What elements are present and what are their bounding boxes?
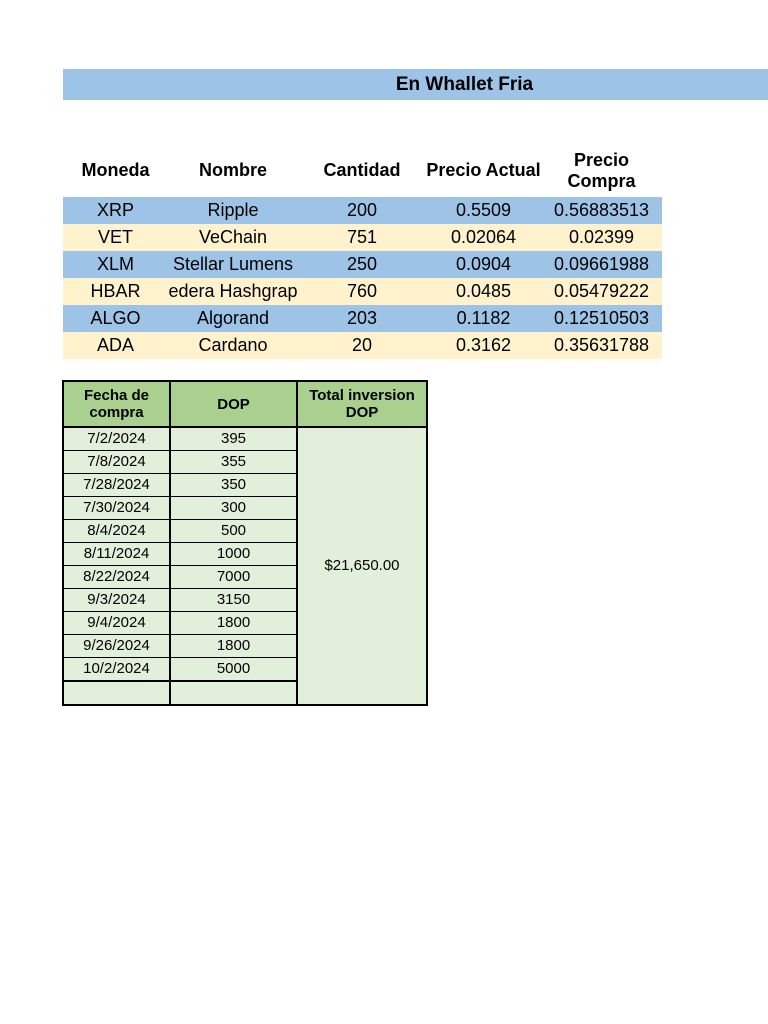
cell-nombre: Cardano [168, 332, 298, 359]
cell-nombre: Stellar Lumens [168, 251, 298, 278]
cell-precio-compra: 0.56883513 [541, 197, 662, 224]
coins-table [63, 144, 662, 359]
cell-cantidad: 20 [298, 332, 426, 359]
cell-nombre: VeChain [168, 224, 298, 251]
sheet-title-bar [63, 69, 768, 100]
cell-precio-actual: 0.0485 [426, 278, 541, 305]
cell-nombre: Ripple [168, 197, 298, 224]
coin-row [63, 197, 662, 224]
coin-row [63, 251, 662, 278]
cell-nombre: edera Hashgrap [168, 278, 298, 305]
cell-dop: 395 [170, 427, 297, 451]
cell-fecha: 8/11/2024 [63, 543, 170, 566]
cell-precio-actual: 0.02064 [426, 224, 541, 251]
cell-dop: 1800 [170, 635, 297, 658]
cell-precio-compra: 0.05479222 [541, 278, 662, 305]
cell-precio-actual: 0.1182 [426, 305, 541, 332]
cell-dop: 3150 [170, 589, 297, 612]
cell-precio-actual: 0.5509 [426, 197, 541, 224]
cell-fecha: 9/4/2024 [63, 612, 170, 635]
col-header-precio-actual: Precio Actual [426, 160, 541, 180]
col-header-total: Total inversion DOP [297, 381, 427, 427]
coin-row [63, 332, 662, 359]
cell-moneda: XLM [63, 251, 168, 278]
cell-cantidad: 200 [298, 197, 426, 224]
cell-fecha [63, 681, 170, 705]
coin-row [63, 305, 662, 332]
investments-header-row [63, 381, 427, 427]
coins-header-row [63, 144, 662, 197]
cell-moneda: XRP [63, 197, 168, 224]
cell-moneda: HBAR [63, 278, 168, 305]
cell-precio-compra: 0.02399 [541, 224, 662, 251]
cell-precio-actual: 0.0904 [426, 251, 541, 278]
cell-fecha: 7/30/2024 [63, 497, 170, 520]
cell-precio-compra: 0.35631788 [541, 332, 662, 359]
cell-dop [170, 681, 297, 705]
cell-fecha: 9/3/2024 [63, 589, 170, 612]
cell-fecha: 7/8/2024 [63, 451, 170, 474]
cell-moneda: VET [63, 224, 168, 251]
cell-dop: 1000 [170, 543, 297, 566]
total-inversion-value: $21,650.00 [297, 427, 427, 705]
cell-cantidad: 250 [298, 251, 426, 278]
sheet-title: En Whallet Fria [395, 73, 534, 95]
cell-dop: 500 [170, 520, 297, 543]
cell-moneda: ALGO [63, 305, 168, 332]
col-header-dop: DOP [170, 381, 297, 427]
cell-dop: 350 [170, 474, 297, 497]
cell-fecha: 9/26/2024 [63, 635, 170, 658]
cell-moneda: ADA [63, 332, 168, 359]
cell-precio-actual: 0.3162 [426, 332, 541, 359]
cell-fecha: 7/2/2024 [63, 427, 170, 451]
cell-fecha: 7/28/2024 [63, 474, 170, 497]
investment-row [63, 427, 427, 451]
cell-dop: 355 [170, 451, 297, 474]
cell-cantidad: 203 [298, 305, 426, 332]
cell-precio-compra: 0.12510503 [541, 305, 662, 332]
col-header-precio-compra: Precio Compra [567, 149, 636, 191]
coin-row [63, 224, 662, 251]
col-header-fecha: Fecha de compra [63, 381, 170, 427]
col-header-moneda: Moneda [81, 160, 150, 180]
cell-precio-compra: 0.09661988 [541, 251, 662, 278]
col-header-cantidad: Cantidad [323, 160, 401, 180]
cell-fecha: 8/4/2024 [63, 520, 170, 543]
cell-dop: 7000 [170, 566, 297, 589]
cell-dop: 300 [170, 497, 297, 520]
cell-cantidad: 760 [298, 278, 426, 305]
cell-cantidad: 751 [298, 224, 426, 251]
coin-row [63, 278, 662, 305]
col-header-nombre: Nombre [198, 160, 267, 180]
cell-fecha: 8/22/2024 [63, 566, 170, 589]
cell-dop: 1800 [170, 612, 297, 635]
investments-table [62, 380, 428, 706]
cell-dop: 5000 [170, 658, 297, 682]
cell-fecha: 10/2/2024 [63, 658, 170, 682]
cell-nombre: Algorand [168, 305, 298, 332]
